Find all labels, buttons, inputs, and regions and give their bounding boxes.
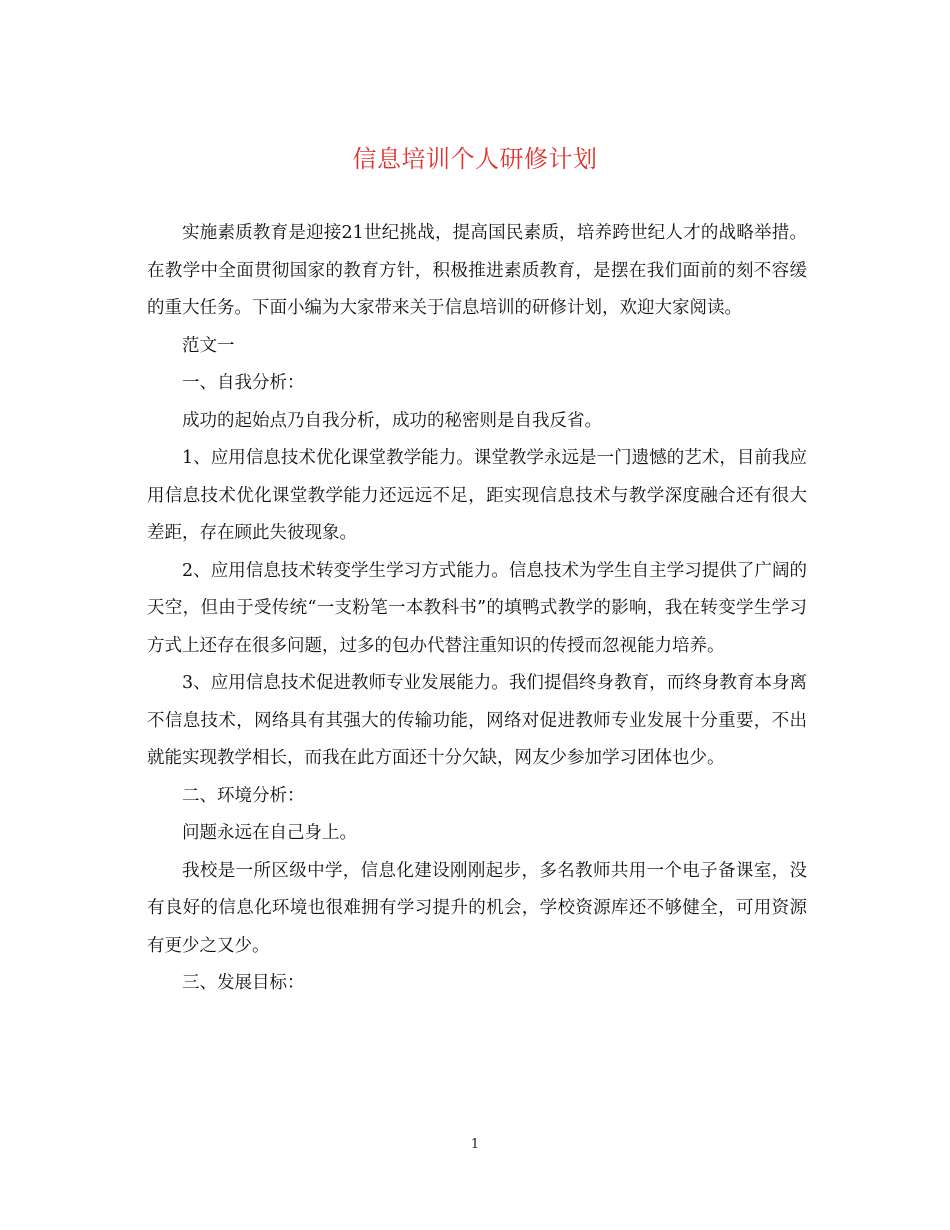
intro-paragraph: 实施素质教育是迎接21世纪挑战，提高国民素质，培养跨世纪人才的战略举措。在教学中全面贯彻国家的教育方针，积极推进素质教育，是摆在我们面前的刻不容缓的重大任务。下面小编为大家带来关于信息培训的研修计划，欢迎大家阅读。 — [147, 223, 807, 318]
document-title: 信息培训个人研修计划 — [352, 145, 598, 173]
list-item-2: 2、应用信息技术转变学生学习方式能力。信息技术为学生自主学习提供了广阔的天空，但由于受传统“一支粉笔一本教科书”的填鸭式教学的影响，我在转变学生学习方式上还存在很多问题，过多的包办代替注重知识的传授而忽视能力培养。 — [147, 560, 807, 656]
page-number: 1 — [470, 1137, 480, 1152]
list-item-3: 3、应用信息技术促进教师专业发展能力。我们提倡终身教育，而终身教育本身离不信息技术，网络具有其强大的传输功能，网络对促进教师专业发展十分重要，不出就能实现教学相长，而我在此方面还十分欠缺，网友少参加学习团体也少。 — [147, 673, 807, 768]
body-paragraph: 成功的起始点乃自我分析，成功的秘密则是自我反省。 — [182, 410, 602, 431]
document-body — [147, 215, 807, 1003]
section-heading-goals: 三、发展目标： — [182, 973, 305, 993]
body-paragraph: 问题永远在自己身上。 — [182, 823, 357, 843]
section-heading-self-analysis: 一、自我分析： — [182, 373, 305, 393]
body-paragraph: 我校是一所区级中学，信息化建设刚刚起步，多名教师共用一个电子备课室，没有良好的信息化环境也很难拥有学习提升的机会，学校资源库还不够健全，可用资源有更少之又少。 — [147, 860, 807, 956]
list-item-1: 1、应用信息技术优化课堂教学能力。课堂教学永远是一门遗憾的艺术，目前我应用信息技术优化课堂教学能力还远远不足，距实现信息技术与教学深度融合还有很大差距，存在顾此失彼现象。 — [147, 448, 807, 543]
section-heading-environment: 二、环境分析： — [182, 785, 305, 806]
sample-heading: 范文一 — [182, 335, 235, 356]
